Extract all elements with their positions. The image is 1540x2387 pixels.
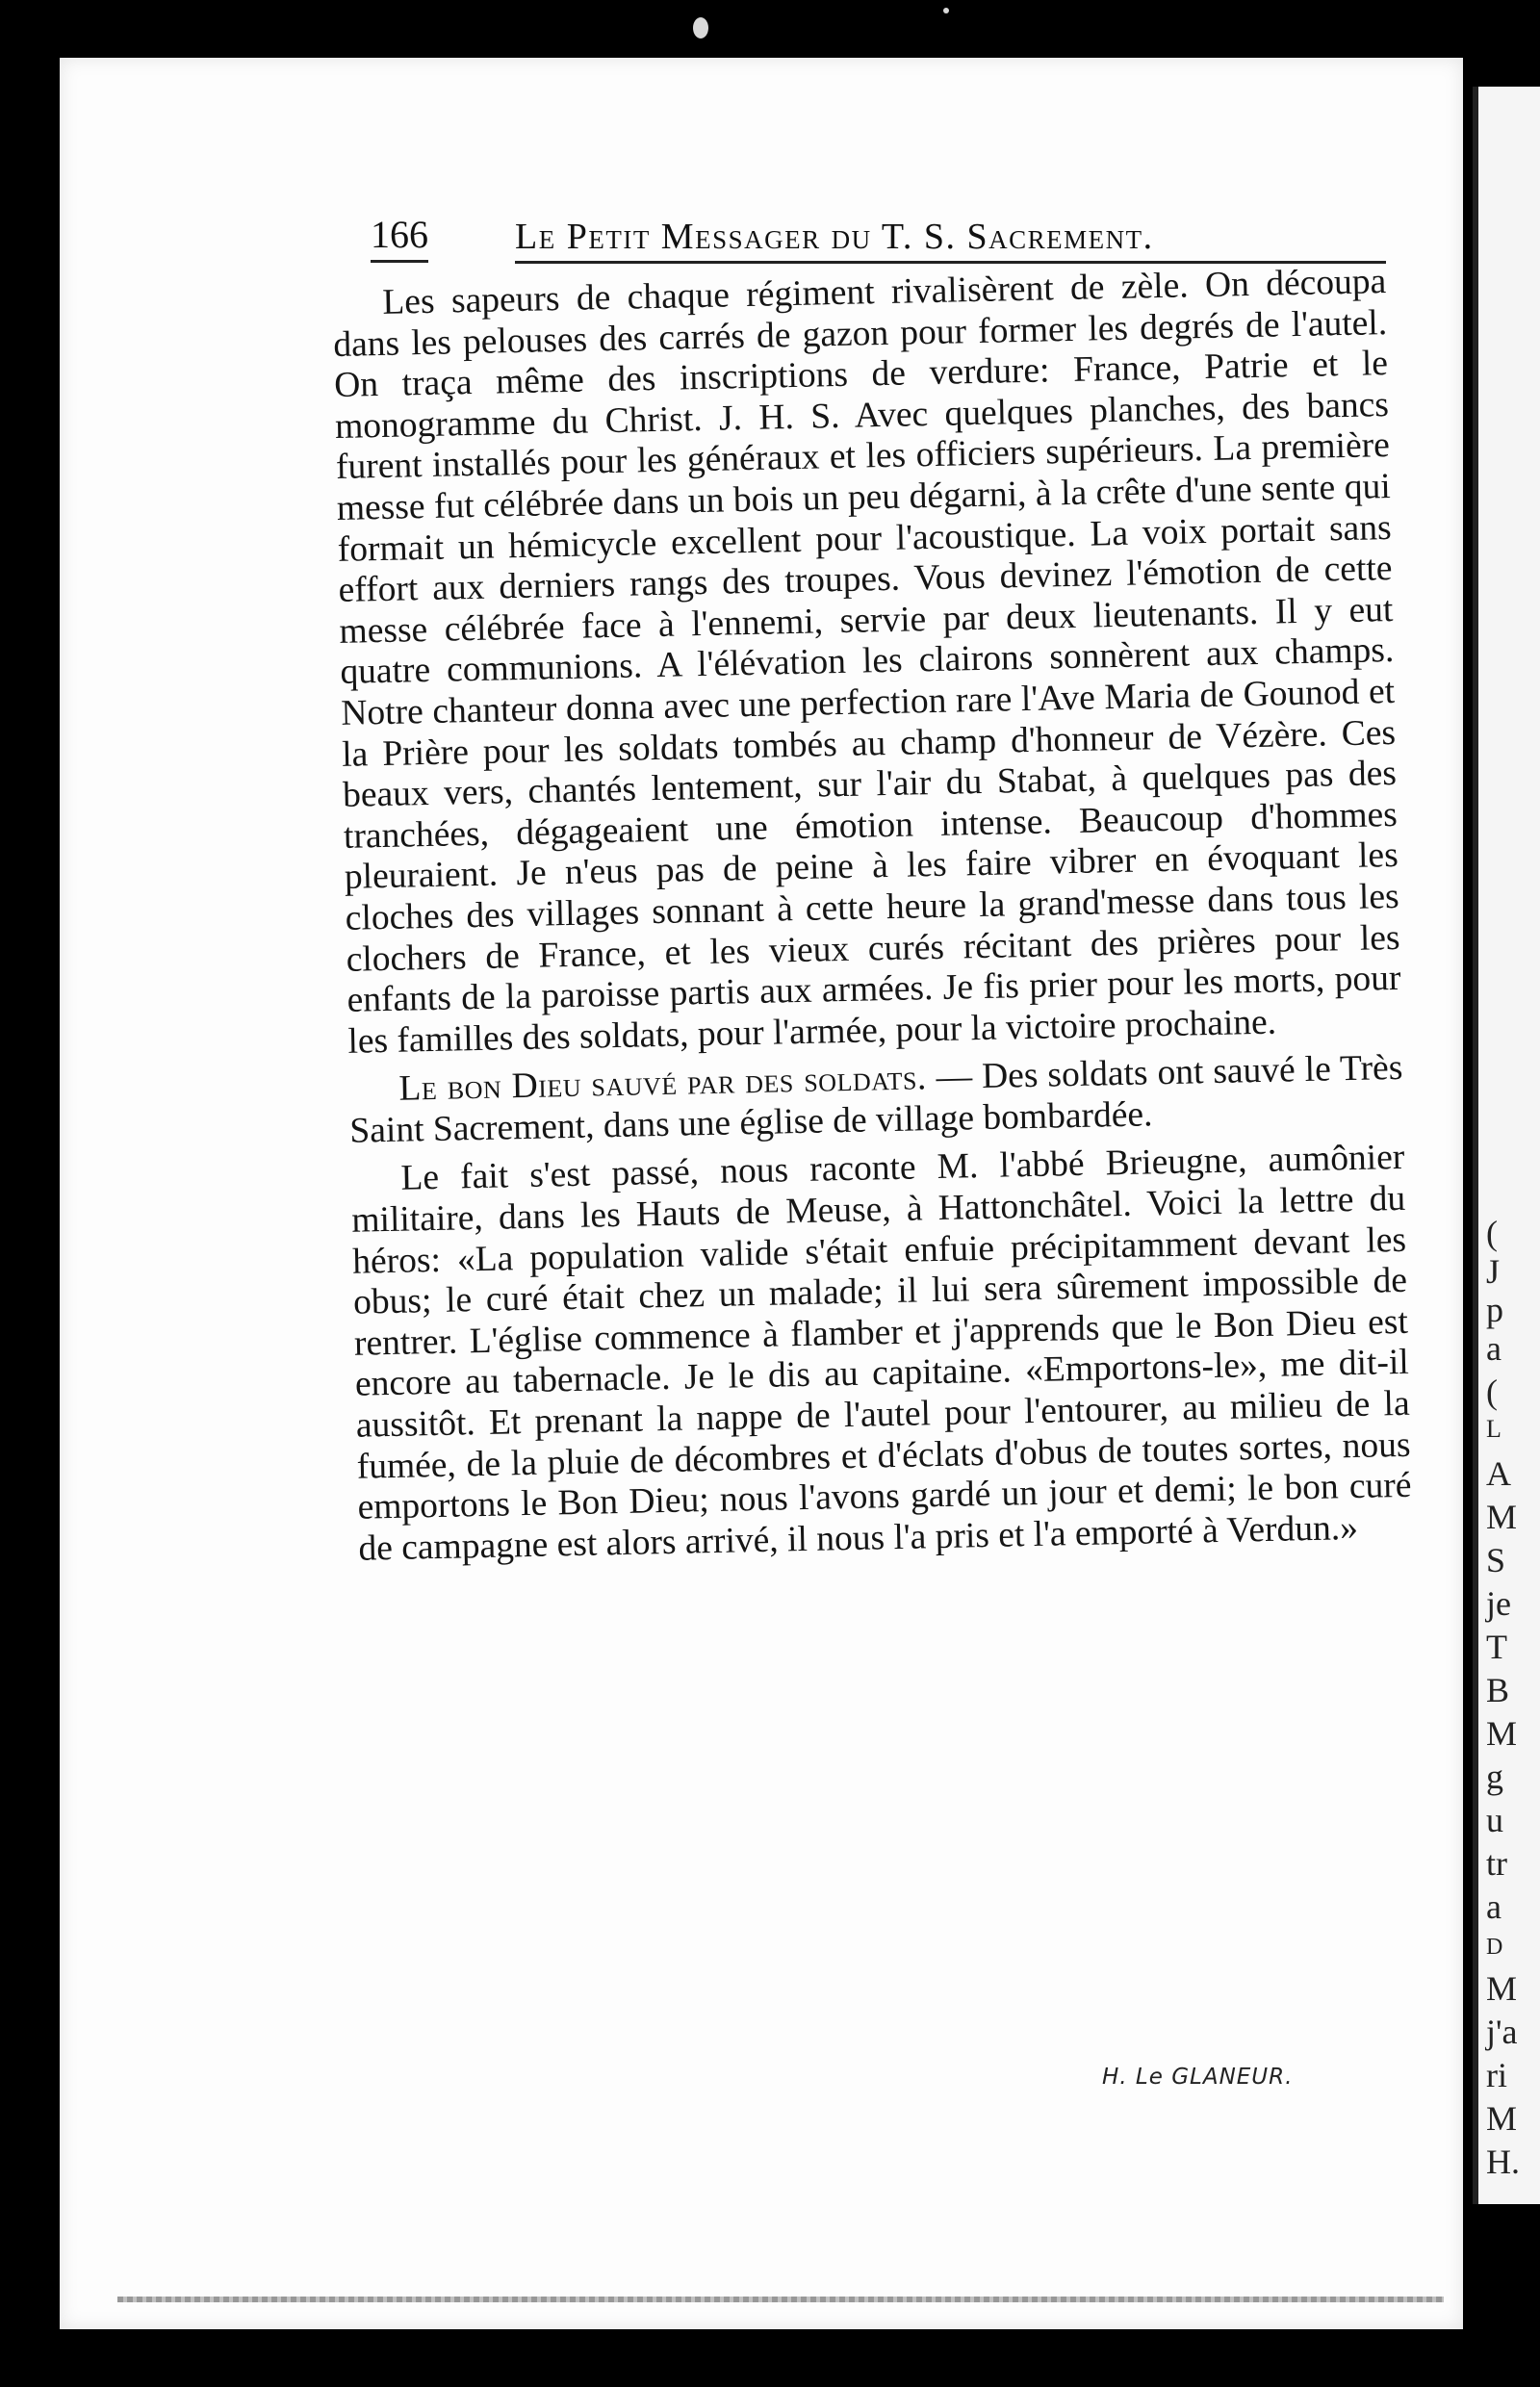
facing-page-letter: S — [1486, 1541, 1506, 1579]
facing-page-letter: M — [1486, 2099, 1518, 2138]
paragraph: Le fait s'est passé, nous raconte M. l'abbé Brieugne, aumônier militaire, dans les Hauts de Meuse, à Hattonchâtel. Voici la lettre du héros: «La population valide s'était enfuie précipitamment devant les obus; le curé était chez un malade; il lui sera sûrement impossible de rentrer. L'église commence à flamber et j'apprends que le Bon Dieu est encore au tabernacle. Je le dis au capitaine. «Emportons-le», me dit-il aussitôt. Et prenant la nappe de l'autel pour l'entourer, au milieu de la fumée, de la pluie de décombres et d'éclats d'obus de toutes sortes, nous emportons le Bon Dieu; nous l'avons gardé un jour et demi; le bon curé de campagne est alors arrivé, il nous l'a pris et l'a emporté à Verdun.» — [350, 1138, 1412, 1569]
scan-speck — [943, 8, 949, 13]
author-signature: H. Le GLANEUR. — [1102, 2065, 1294, 2090]
paragraph — [348, 1048, 1404, 1152]
facing-page-letter: B — [1486, 1671, 1510, 1709]
facing-page-edge — [1473, 87, 1540, 2204]
scan-speck — [693, 17, 708, 38]
facing-page-letter: j'a — [1486, 2013, 1518, 2051]
article-body — [332, 262, 1413, 1570]
page-number: 166 — [371, 212, 428, 263]
facing-page-letter: p — [1486, 1291, 1503, 1329]
facing-page-letter: J — [1486, 1252, 1501, 1291]
facing-page-letter: M — [1486, 1969, 1518, 2008]
facing-page-letter: je — [1486, 1584, 1511, 1623]
facing-page-letter: M — [1486, 1498, 1518, 1536]
facing-page-letter: T — [1486, 1628, 1507, 1666]
running-title: Le Petit Messager du T. S. Sacrement. — [515, 216, 1386, 264]
facing-page-letter: tr — [1486, 1844, 1507, 1883]
facing-page-letter: M — [1486, 1714, 1518, 1753]
facing-page-letter: u — [1486, 1801, 1503, 1839]
page-header — [371, 212, 1399, 262]
facing-page-letter: A — [1486, 1454, 1511, 1493]
facing-page-letter: a — [1486, 1329, 1502, 1368]
facing-page-letter: a — [1486, 1887, 1502, 1926]
paragraph-text: — Des soldats ont sauvé le Très Saint Sacrement, dans une église de village bombardée. — [349, 1048, 1403, 1151]
facing-page-letter: D — [1486, 1935, 1503, 1960]
section-heading: Le bon Dieu sauvé par des soldats. — [398, 1058, 928, 1110]
facing-page-letter: g — [1486, 1758, 1503, 1796]
facing-page-letter: ri — [1486, 2056, 1507, 2094]
facing-page-letter: L — [1486, 1415, 1502, 1443]
page-edge-line — [117, 2297, 1444, 2302]
paragraph: Les sapeurs de chaque régiment rivalisèrent de zèle. On découpa dans les pelouses des carrés de gazon pour former les degrés de l'autel. On traça même des inscriptions de verdure: France, Patrie et le monogramme du Christ. J. H. S. Avec quelques planches, des bancs furent installés pour les généraux et les officiers supérieurs. La première messe fut célébrée dans un bois un peu dégarni, à la crête d'une sente qui formait un hémicycle excellent pour l'acoustique. La voix portait sans effort aux derniers rangs des troupes. Vous devinez l'émotion de cette messe célébrée face à l'ennemi, servie par deux lieutenants. Il y eut quatre communions. A l'élévation les clairons sonnèrent aux champs. Notre chanteur donna avec une perfection rare l'Ave Maria de Gounod et la Prière pour les soldats tombés au champ d'honneur de Vézère. Ces beaux vers, chantés lentement, sur l'air du Stabat, à quelques pas des tranchées, dégageaient une émotion intense. Beaucoup d'hommes pleuraient. Je n'eus pas de peine à les faire vibrer en évoquant les cloches des villages sonnant à cette heure la grand'messe dans tous les clochers de France, et les vieux curés récitant des prières pour les enfants de la paroisse partis aux armées. Je fis prier pour les morts, pour les familles des soldats, pour l'armée, pour la victoire prochaine. — [332, 262, 1401, 1062]
facing-page-letter: ( — [1486, 1214, 1498, 1252]
facing-page-letter: H. — [1486, 2143, 1520, 2181]
facing-page-letter: ( — [1486, 1373, 1498, 1411]
